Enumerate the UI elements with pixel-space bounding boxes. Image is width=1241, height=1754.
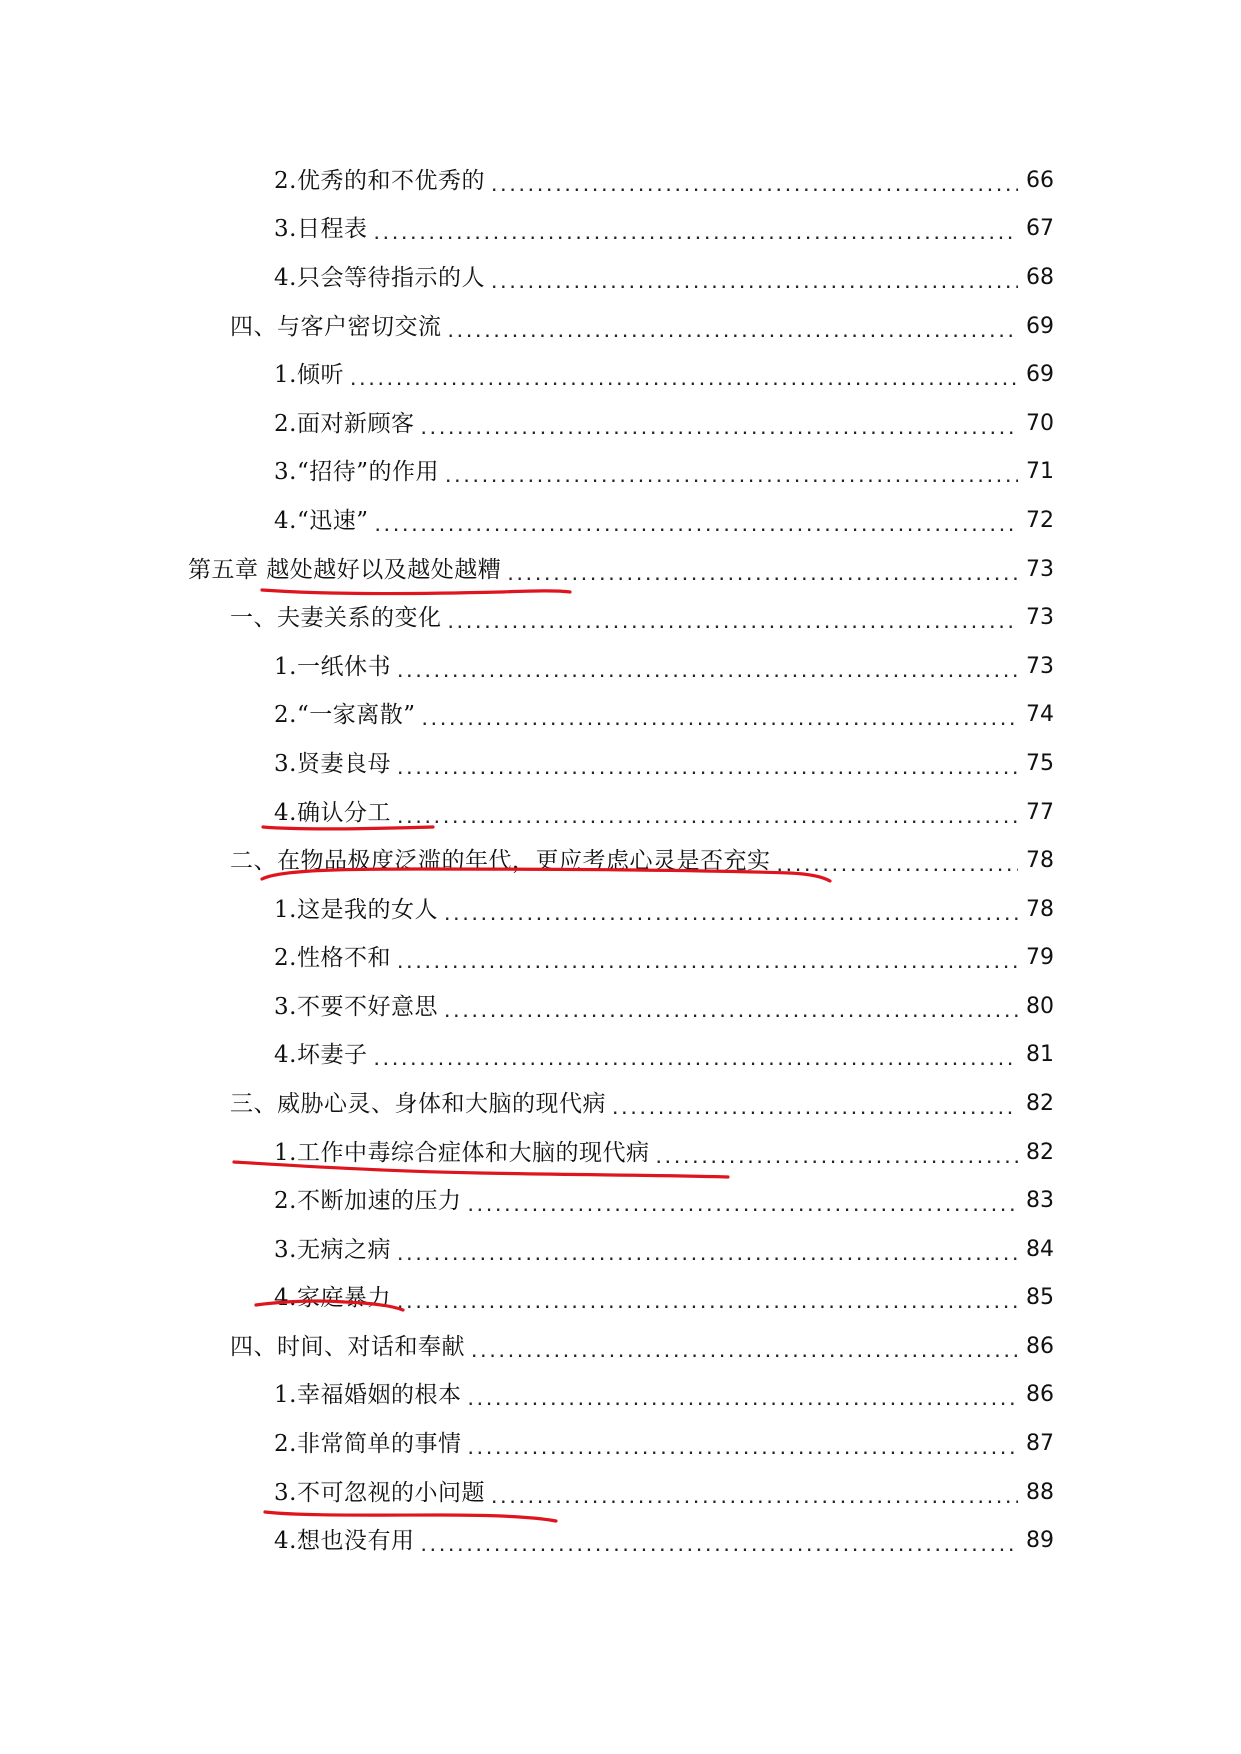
dot-leader <box>612 1093 1018 1119</box>
toc-entry-title: 2.面对新顾客 <box>274 411 415 437</box>
toc-entry-page: 86 <box>1026 1334 1054 1359</box>
toc-entry[interactable] <box>274 1419 1054 1459</box>
toc-entry-title: 2.“一家离散” <box>274 702 416 728</box>
dot-leader <box>471 1336 1018 1362</box>
toc-entry[interactable] <box>274 496 1054 536</box>
dot-leader <box>491 1482 1018 1508</box>
toc-entry-page: 79 <box>1026 945 1054 970</box>
toc-entry-title: 三、威胁心灵、身体和大脑的现代病 <box>230 1091 606 1117</box>
toc-entry[interactable] <box>274 933 1054 973</box>
toc-entry-title: 1.这是我的女人 <box>274 897 438 923</box>
toc-entry-page: 67 <box>1026 216 1054 241</box>
toc-entry-page: 86 <box>1026 1382 1054 1407</box>
dot-leader <box>467 1433 1018 1459</box>
toc-entry-title: 4.确认分工 <box>274 800 391 826</box>
dot-leader <box>421 704 1018 730</box>
toc-entry-page: 89 <box>1026 1528 1054 1553</box>
toc-entry-page: 77 <box>1026 800 1054 825</box>
toc-entry-title: 四、时间、对话和奉献 <box>230 1334 465 1360</box>
toc-entry-page: 73 <box>1026 605 1054 630</box>
dot-leader <box>444 996 1018 1022</box>
dot-leader <box>373 1044 1018 1070</box>
toc-entry-title: 1.幸福婚姻的根本 <box>274 1382 462 1408</box>
toc-entry[interactable] <box>274 253 1054 293</box>
toc-entry[interactable] <box>274 690 1054 730</box>
toc-entry-page: 69 <box>1026 362 1054 387</box>
dot-leader <box>445 461 1018 487</box>
toc-entry-title: 4.坏妻子 <box>274 1042 368 1068</box>
toc-entry[interactable] <box>274 447 1054 487</box>
toc-entry-title: 一、夫妻关系的变化 <box>230 605 442 631</box>
dot-leader <box>397 1239 1018 1265</box>
toc-entry-title: 2.不断加速的压力 <box>274 1188 462 1214</box>
toc-entry-title: 1.倾听 <box>274 362 344 388</box>
dot-leader <box>491 267 1018 293</box>
dot-leader <box>397 947 1018 973</box>
toc-entry-page: 78 <box>1026 848 1054 873</box>
toc-entry[interactable] <box>274 1030 1054 1070</box>
toc-entry[interactable] <box>274 399 1054 439</box>
toc-entry-page: 84 <box>1026 1237 1054 1262</box>
toc-entry-page: 70 <box>1026 411 1054 436</box>
dot-leader <box>397 802 1018 828</box>
dot-leader <box>467 1384 1018 1410</box>
toc-entry[interactable] <box>274 739 1054 779</box>
toc-entry-page: 69 <box>1026 314 1054 339</box>
dot-leader <box>777 850 1019 876</box>
toc-entry-title: 3.不可忽视的小问题 <box>274 1480 485 1506</box>
toc-entry[interactable] <box>274 1176 1054 1216</box>
dot-leader <box>448 316 1019 342</box>
toc-entry[interactable] <box>230 1079 1054 1119</box>
dot-leader <box>491 170 1018 196</box>
dot-leader <box>444 899 1018 925</box>
toc-entry-page: 75 <box>1026 751 1054 776</box>
toc-entry-page: 66 <box>1026 168 1054 193</box>
toc-entry-title: 3.不要不好意思 <box>274 994 438 1020</box>
toc-entry-title: 4.想也没有用 <box>274 1528 415 1554</box>
toc-entry-title: 3.“招待”的作用 <box>274 459 439 485</box>
toc-entry-page: 80 <box>1026 994 1054 1019</box>
toc-entry[interactable] <box>274 204 1054 244</box>
toc-entry[interactable] <box>274 788 1054 828</box>
toc-entry[interactable] <box>230 593 1054 633</box>
toc-entry-page: 87 <box>1026 1431 1054 1456</box>
toc-entry-page: 71 <box>1026 459 1054 484</box>
dot-leader <box>350 364 1018 390</box>
dot-leader <box>448 607 1019 633</box>
toc-entry[interactable] <box>274 1273 1054 1313</box>
dot-leader <box>373 218 1018 244</box>
toc-entry[interactable] <box>274 642 1054 682</box>
toc-entry-page: 72 <box>1026 508 1054 533</box>
toc-entry-title: 四、与客户密切交流 <box>230 314 442 340</box>
toc-entry[interactable] <box>230 836 1054 876</box>
toc-entry-title: 4.家庭暴力 <box>274 1285 391 1311</box>
toc-entry-title: 2.非常简单的事情 <box>274 1431 462 1457</box>
toc-entry-title: 第五章 越处越好以及越处越糟 <box>188 557 502 583</box>
toc-entry-page: 81 <box>1026 1042 1054 1067</box>
dot-leader <box>420 1530 1018 1556</box>
toc-entry-title: 二、在物品极度泛滥的年代，更应考虑心灵是否充实 <box>230 848 771 874</box>
dot-leader <box>374 510 1018 536</box>
toc-entry-page: 74 <box>1026 702 1054 727</box>
toc-entry[interactable] <box>274 1468 1054 1508</box>
toc-entry[interactable] <box>274 1225 1054 1265</box>
dot-leader <box>507 559 1018 585</box>
toc-entry-title: 2.优秀的和不优秀的 <box>274 168 485 194</box>
toc-entry-page: 73 <box>1026 654 1054 679</box>
dot-leader <box>397 656 1018 682</box>
toc-entry-page: 88 <box>1026 1480 1054 1505</box>
toc-entry-page: 68 <box>1026 265 1054 290</box>
toc-entry[interactable] <box>274 1128 1054 1168</box>
toc-entry-chapter[interactable] <box>188 545 1054 585</box>
toc-entry[interactable] <box>274 885 1054 925</box>
toc-entry-title: 4.“迅速” <box>274 508 369 534</box>
toc-entry[interactable] <box>230 302 1054 342</box>
toc-entry[interactable] <box>274 1370 1054 1410</box>
toc-entry[interactable] <box>274 350 1054 390</box>
dot-leader <box>467 1190 1018 1216</box>
toc-entry[interactable] <box>274 156 1054 196</box>
toc-entry-title: 3.日程表 <box>274 216 368 242</box>
toc-entry-page: 85 <box>1026 1285 1054 1310</box>
dot-leader <box>397 1287 1018 1313</box>
toc-entry-title: 2.性格不和 <box>274 945 391 971</box>
dot-leader <box>397 753 1018 779</box>
toc-entry-page: 78 <box>1026 897 1054 922</box>
toc-entry-title: 3.无病之病 <box>274 1237 391 1263</box>
toc-entry-title: 3.贤妻良母 <box>274 751 391 777</box>
toc-entry[interactable] <box>274 982 1054 1022</box>
toc-entry-page: 73 <box>1026 557 1054 582</box>
dot-leader <box>655 1142 1018 1168</box>
toc-entry-title: 1.工作中毒综合症体和大脑的现代病 <box>274 1140 650 1166</box>
toc-entry-page: 82 <box>1026 1091 1054 1116</box>
toc-entry-title: 1.一纸休书 <box>274 654 391 680</box>
toc-entry-page: 82 <box>1026 1140 1054 1165</box>
toc-entry[interactable] <box>230 1322 1054 1362</box>
toc-entry[interactable] <box>274 1516 1054 1556</box>
toc-entry-page: 83 <box>1026 1188 1054 1213</box>
dot-leader <box>420 413 1018 439</box>
toc-entry-title: 4.只会等待指示的人 <box>274 265 485 291</box>
